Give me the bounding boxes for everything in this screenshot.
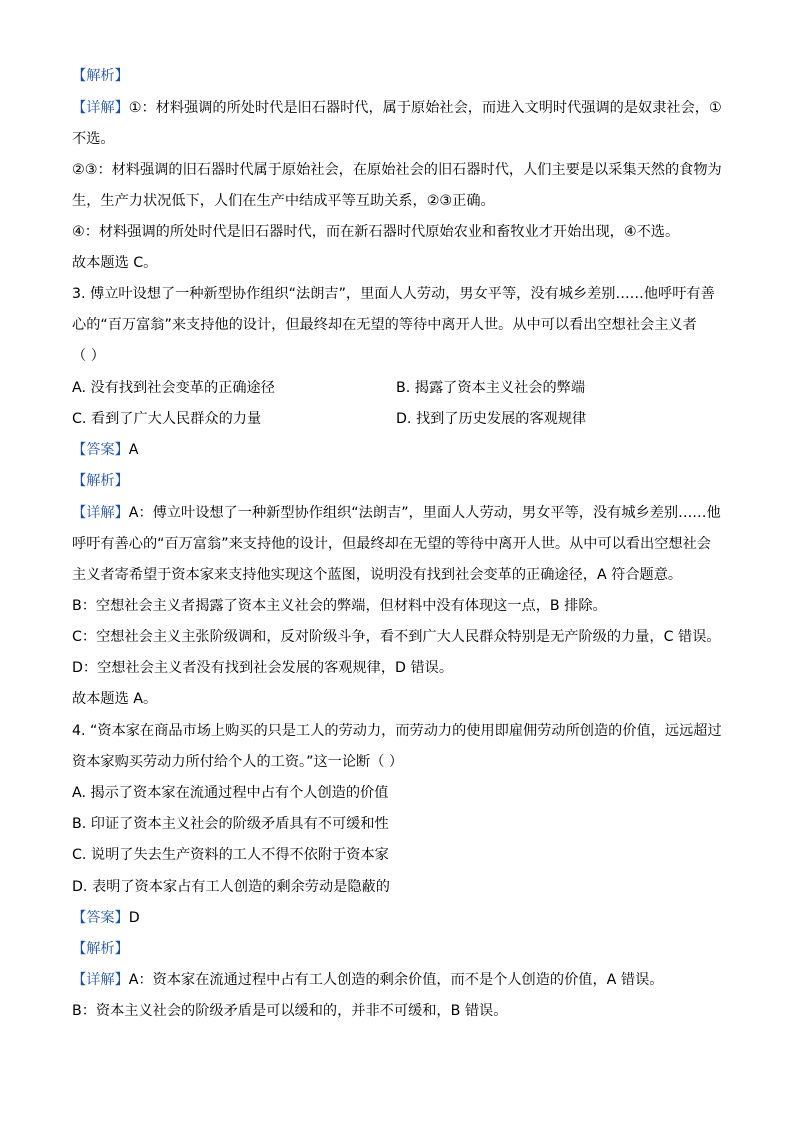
q3-detail-line-4: B：空想社会主义者揭露了资本主义社会的弊端，但材料中没有体现这一点，B 排除。 xyxy=(72,598,607,614)
q4-detail-line-1 xyxy=(72,970,754,992)
q4-option-b: B. 印证了资本主义社会的阶级矛盾具有不可缓和性 xyxy=(72,816,389,832)
q3-answer-label: 【答案】 xyxy=(72,442,129,458)
q4-answer xyxy=(72,908,754,930)
q2-analysis-label: 【解析】 xyxy=(72,68,129,84)
q4-analysis-label: 【解析】 xyxy=(72,941,129,957)
q4-option-c: C. 说明了失去生产资料的工人不得不依附于资本家 xyxy=(72,847,389,863)
q3-detail-text-1: A：傅立叶设想了一种新型协作组织“法朗吉”，里面人人劳动，男女平等，没有城乡差别……他 xyxy=(128,505,721,521)
q3-conclusion: 故本题选 A。 xyxy=(72,691,158,707)
q4-answer-value: D xyxy=(128,910,140,926)
q3-detail-label: 【详解】 xyxy=(72,505,129,521)
q2-detail-text-1: ①：材料强调的所处时代是旧石器时代，属于原始社会，而进入文明时代强调的是奴隶社会，① xyxy=(128,100,722,116)
q3-stem-line-1: 3. 傅立叶设想了一种新型协作组织“法朗吉”，里面人人劳动，男女平等，没有城乡差别……他呼吁有善 xyxy=(72,286,715,302)
q3-option-d: D. 找到了历史发展的客观规律 xyxy=(396,411,587,427)
q4-answer-label: 【答案】 xyxy=(72,910,129,926)
q3-answer xyxy=(72,440,754,462)
q2-detail-line-1 xyxy=(72,98,754,120)
q2-detail-label: 【详解】 xyxy=(72,100,129,116)
q3-detail-line-2: 呼吁有善心的“百万富翁”来支持他的设计，但最终却在无望的等待中离开人世。从中可以看出空想社会 xyxy=(72,536,711,552)
q3-detail-line-6: D：空想社会主义者没有找到社会发展的客观规律，D 错误。 xyxy=(72,660,454,676)
q3-detail-line-5: C：空想社会主义主张阶级调和，反对阶级斗争，看不到广大人民群众特别是无产阶级的力量，C 错误。 xyxy=(72,629,721,645)
q4-detail-text-1: A：资本家在流通过程中占有工人创造的剩余价值，而不是个人创造的价值，A 错误。 xyxy=(128,972,664,988)
q2-detail-line-3: ②③：材料强调的旧石器时代属于原始社会，在原始社会的旧石器时代，人们主要是以采集天然的食物为 xyxy=(72,162,722,178)
q4-stem-line-2: 资本家购买劳动力所付给个人的工资。”这一论断（ ） xyxy=(72,754,404,770)
q4-detail-label: 【详解】 xyxy=(72,972,129,988)
q3-answer-value: A xyxy=(128,442,139,458)
q3-detail-line-3: 主义者寄希望于资本家来支持他实现这个蓝图，说明没有找到社会变革的正确途径，A 符合题意。 xyxy=(72,567,683,583)
q3-stem-line-3: （ ） xyxy=(72,348,105,364)
q2-detail-line-5: ④：材料强调的所处时代是旧石器时代，而在新石器时代原始农业和畜牧业才开始出现，④不选。 xyxy=(72,224,680,240)
q2-detail-line-4: 生，生产力状况低下，人们在生产中结成平等互助关系，②③正确。 xyxy=(72,193,495,209)
q3-option-b: B. 揭露了资本主义社会的弊端 xyxy=(396,380,586,396)
q4-option-a: A. 揭示了资本家在流通过程中占有个人创造的价值 xyxy=(72,785,389,801)
q3-option-c: C. 看到了广大人民群众的力量 xyxy=(72,411,262,427)
q3-detail-line-1 xyxy=(72,503,754,525)
q2-detail-line-2: 不选。 xyxy=(72,131,115,147)
q2-conclusion: 故本题选 C。 xyxy=(72,255,158,271)
q3-stem-line-2: 心的“百万富翁”来支持他的设计，但最终却在无望的等待中离开人世。从中可以看出空想社会主义者 xyxy=(72,317,697,333)
q4-detail-line-2: B：资本主义社会的阶级矛盾是可以缓和的，并非不可缓和，B 错误。 xyxy=(72,1003,508,1019)
q4-stem-line-1: 4. “资本家在商品市场上购买的只是工人的劳动力，而劳动力的使用即雇佣劳动所创造的价值，远远超过 xyxy=(72,723,722,739)
q3-analysis-label: 【解析】 xyxy=(72,473,129,489)
q3-option-a: A. 没有找到社会变革的正确途径 xyxy=(72,380,275,396)
q4-option-d: D. 表明了资本家占有工人创造的剩余劳动是隐蔽的 xyxy=(72,879,390,895)
